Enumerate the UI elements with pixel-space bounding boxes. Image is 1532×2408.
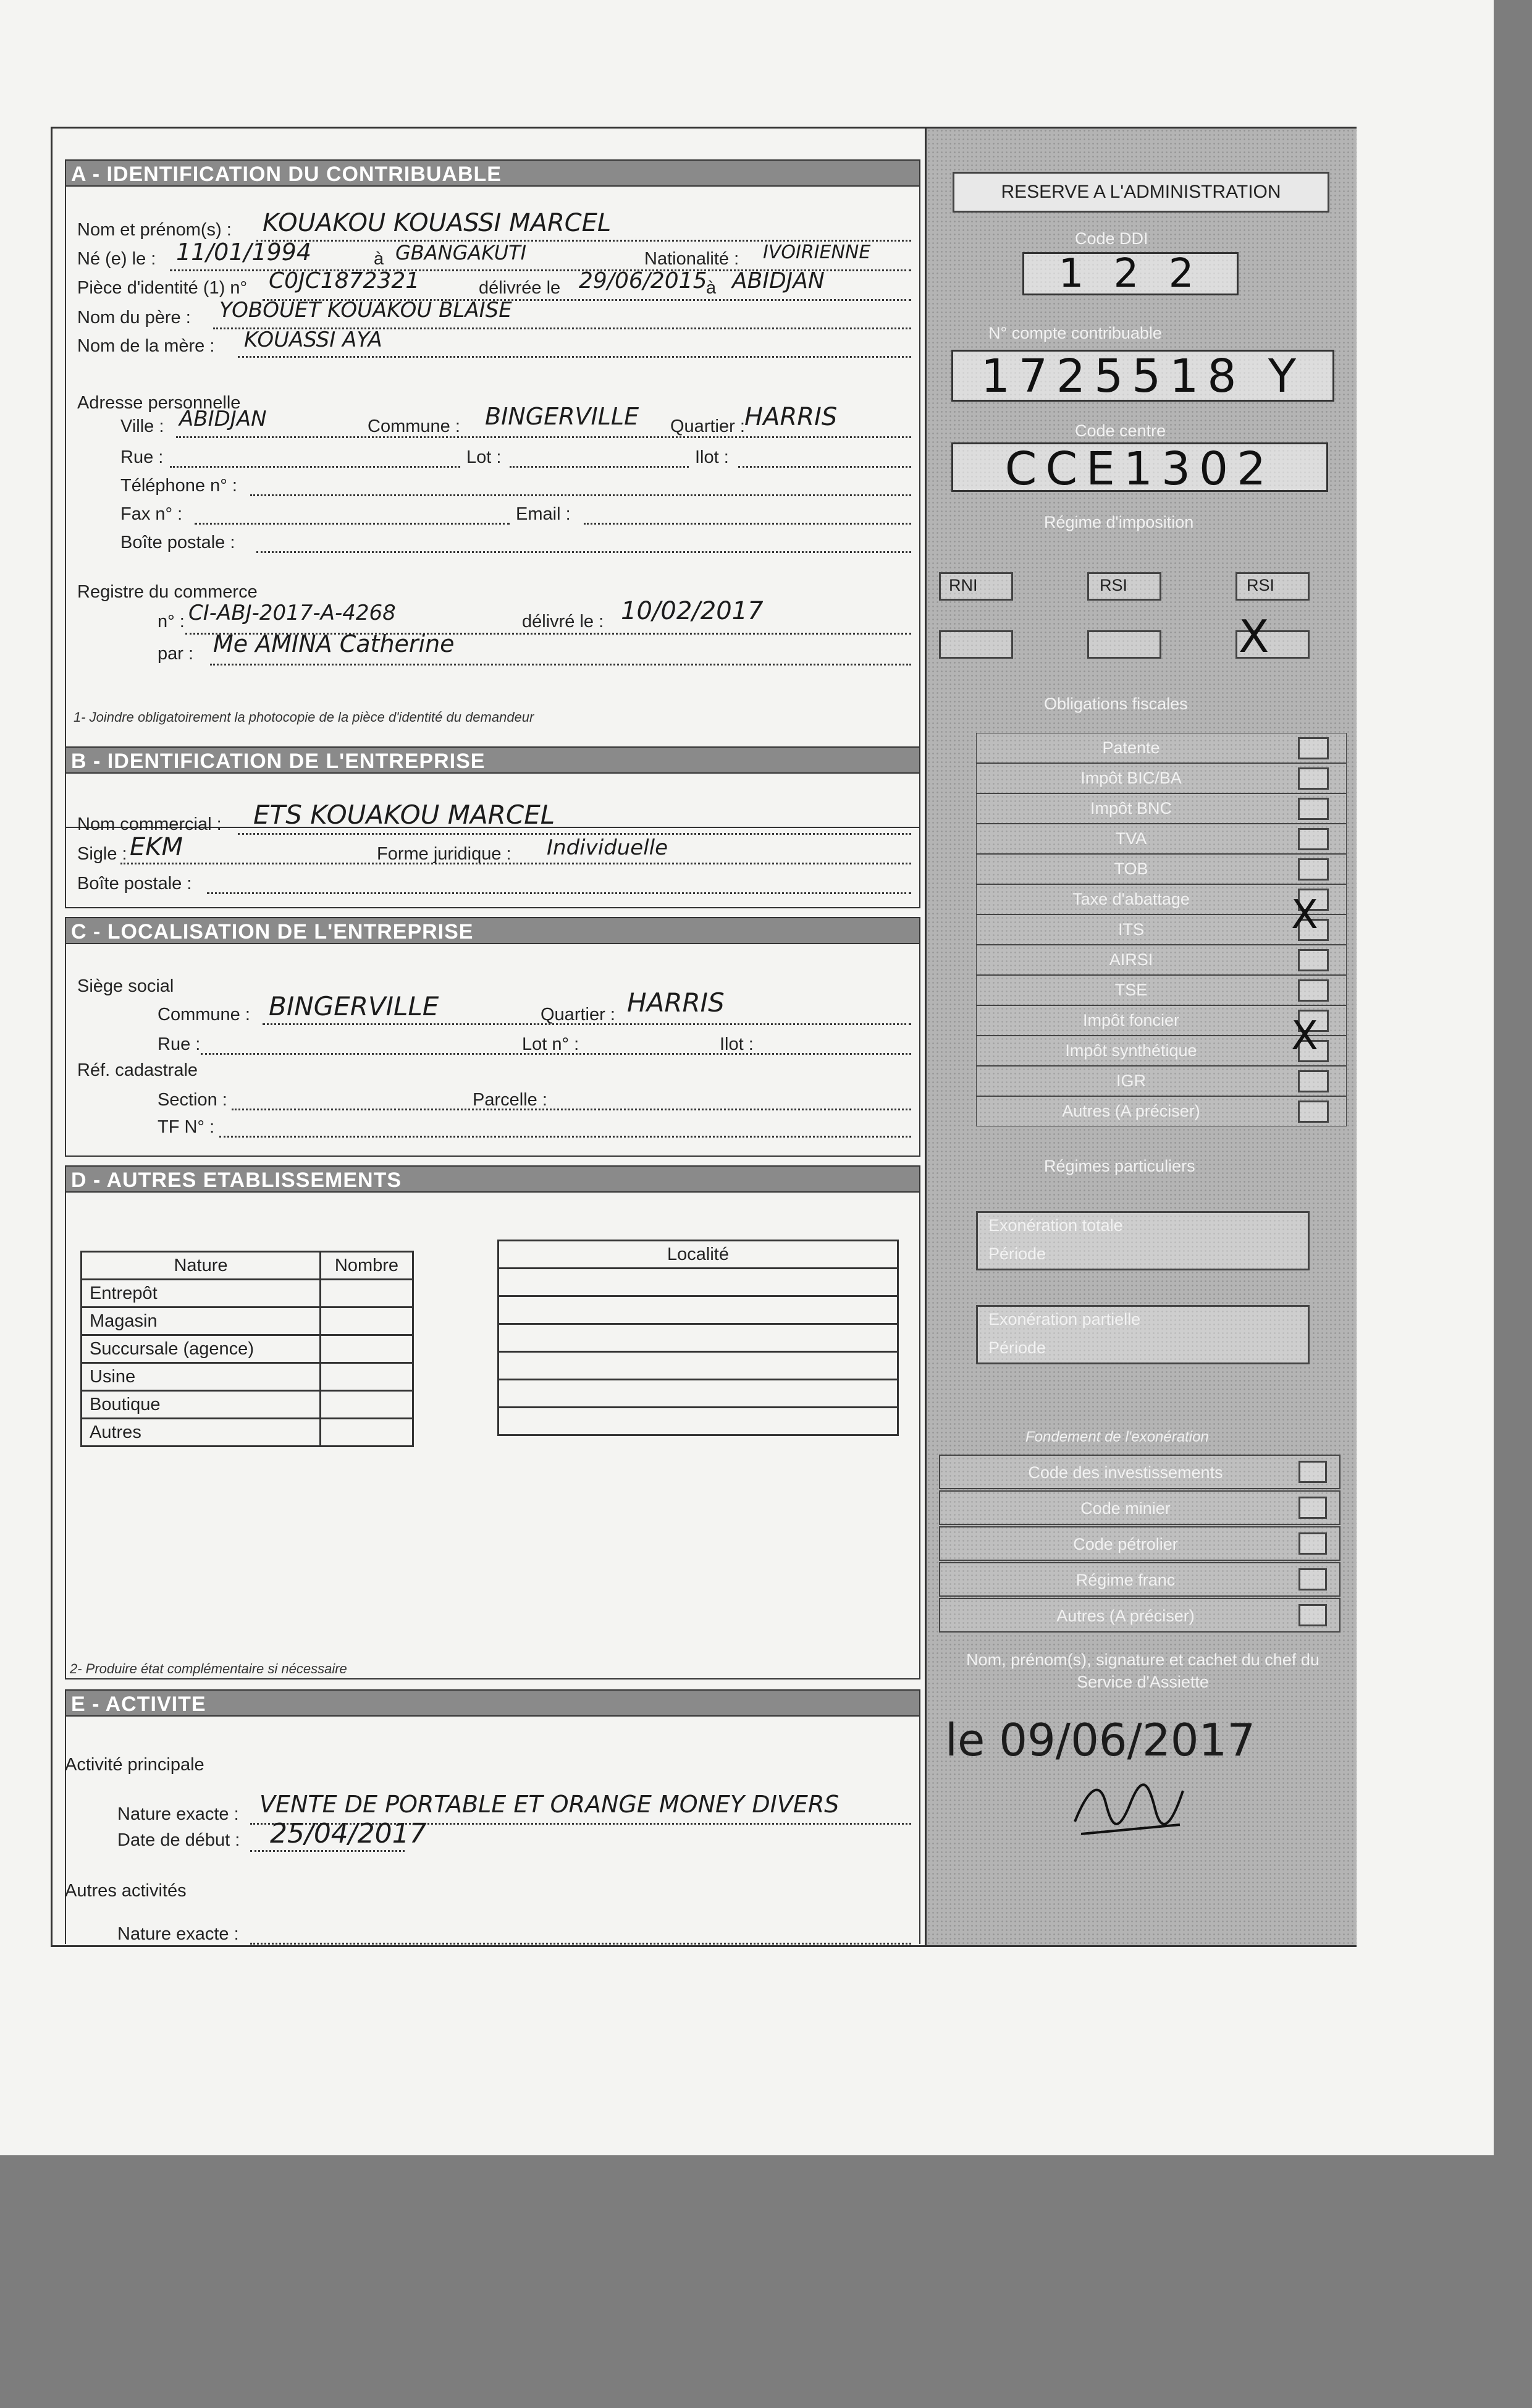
- nombre-cell: [321, 1335, 413, 1363]
- ref-cadastrale-label: Réf. cadastrale: [77, 1060, 198, 1080]
- bp-b-line: [207, 892, 911, 894]
- table-row: [499, 1380, 898, 1408]
- regime-3-label: RSI: [1247, 576, 1275, 594]
- ne-value: 11/01/1994: [176, 239, 312, 266]
- ilot-line: [738, 466, 911, 468]
- compte-value: 1725518 Y: [951, 350, 1334, 402]
- fondement-row: [939, 1455, 1340, 1489]
- nombre-cell: [321, 1419, 413, 1447]
- rue-c-line: [201, 1053, 911, 1055]
- regime-box-4: [939, 630, 1013, 659]
- fax-line: [195, 523, 510, 525]
- fondement-label: Code minier: [1080, 1499, 1171, 1518]
- autres-nature-line: [250, 1943, 911, 1945]
- ne-a-value: GBANGAKUTI: [395, 241, 527, 264]
- centre-value: CCE1302: [951, 442, 1328, 492]
- obligation-label: Autres (A préciser): [1062, 1102, 1200, 1120]
- obligation-label: Impôt BNC: [1090, 799, 1172, 817]
- ilot-label: Ilot :: [695, 447, 729, 467]
- signature-date: le 09/06/2017: [945, 1714, 1256, 1766]
- localite-table: [497, 1240, 899, 1436]
- obligation-row: [976, 793, 1347, 824]
- obligation-row: [976, 763, 1347, 793]
- section-d-note: 2- Produire état complémentaire si nécessaire: [70, 1661, 347, 1676]
- nationalite-label: Nationalité :: [644, 249, 739, 269]
- col-nature: Nature: [82, 1252, 321, 1280]
- delivree-a-label: à: [706, 278, 717, 298]
- obligation-checkbox: [1298, 737, 1329, 759]
- exo-partielle-label: Exonération partielle: [988, 1310, 1141, 1329]
- commune-c-label: Commune :: [158, 1005, 250, 1024]
- siege-label: Siège social: [77, 976, 174, 996]
- section-e-header: E - ACTIVITE: [65, 1689, 920, 1717]
- fondement-row: [939, 1526, 1340, 1561]
- nationalite-value: IVOIRIENNE: [763, 242, 871, 263]
- tfn-line: [219, 1136, 911, 1138]
- section-a-header: A - IDENTIFICATION DU CONTRIBUABLE: [65, 159, 920, 187]
- signature-scribble: [1063, 1766, 1192, 1846]
- localite-cell: [499, 1352, 898, 1380]
- obligation-label: ITS: [1117, 920, 1144, 939]
- obligation-checkbox: [1298, 1100, 1329, 1123]
- nom-value: KOUAKOU KOUASSI MARCEL: [263, 209, 612, 237]
- obligation-label: AIRSI: [1109, 950, 1153, 969]
- debut-line: [250, 1850, 405, 1852]
- rue-c-label: Rue :: [158, 1034, 201, 1054]
- regimes-particuliers-label: Régimes particuliers: [1044, 1157, 1195, 1175]
- section-line: [232, 1109, 911, 1110]
- rc-par-label: par :: [158, 644, 194, 664]
- email-label: Email :: [516, 504, 571, 524]
- debut-value: 25/04/2017: [270, 1818, 427, 1849]
- rc-delivre-value: 10/02/2017: [621, 597, 764, 625]
- mere-value: KOUASSI AYA: [244, 327, 382, 352]
- nombre-cell: [321, 1280, 413, 1308]
- section-a-note: 1- Joindre obligatoirement la photocopie de la pièce d'identité du demandeur: [74, 709, 534, 725]
- section-c-header: C - LOCALISATION DE L'ENTREPRISE: [65, 917, 920, 944]
- commune-c-line: [263, 1023, 911, 1025]
- email-line: [584, 523, 911, 525]
- signature-label: Nom, prénom(s), signature et cachet du chef du Service d'Assiette: [966, 1650, 1319, 1691]
- piece-value: C0JC1872321: [269, 268, 420, 294]
- regime-rsi-label: RSI: [1100, 576, 1128, 594]
- piece-label: Pièce d'identité (1) n°: [77, 278, 248, 298]
- col-nombre: Nombre: [321, 1252, 413, 1280]
- nature-label: Nature exacte :: [117, 1804, 239, 1824]
- localite-cell: [499, 1269, 898, 1296]
- obligation-row: [976, 1096, 1347, 1126]
- commune-c-value: BINGERVILLE: [269, 991, 439, 1021]
- telephone-line: [250, 494, 911, 496]
- row-label: Boutique: [82, 1391, 321, 1419]
- obligation-checkbox: [1298, 828, 1329, 850]
- registration-form: [51, 127, 1357, 1947]
- section-b-box: [65, 772, 920, 908]
- etablissements-table: [80, 1251, 414, 1447]
- quartier-value: HARRIS: [744, 403, 838, 431]
- ville-line: [176, 436, 911, 438]
- obligation-label: TOB: [1114, 860, 1148, 878]
- obligation-checkbox: [1298, 858, 1329, 881]
- pere-label: Nom du père :: [77, 308, 191, 327]
- section-d-header: D - AUTRES ETABLISSEMENTS: [65, 1165, 920, 1193]
- exo-totale-label: Exonération totale: [988, 1216, 1123, 1235]
- compte-label: N° compte contribuable: [988, 324, 1162, 342]
- fondement-checkbox: [1298, 1532, 1327, 1555]
- telephone-label: Téléphone n° :: [120, 476, 237, 496]
- fondement-checkbox: [1298, 1604, 1327, 1626]
- table-row: [499, 1324, 898, 1352]
- obligation-label: Patente: [1102, 738, 1160, 757]
- ilot-c-label: Ilot :: [720, 1034, 754, 1054]
- ville-value: ABIDJAN: [179, 407, 267, 431]
- sigle-line: [120, 863, 911, 864]
- table-row: [499, 1352, 898, 1380]
- lot-line: [510, 466, 689, 468]
- code-ddi-value: 1 2 2: [1022, 252, 1239, 295]
- rc-delivre-label: délivré le :: [522, 612, 604, 632]
- commune-label: Commune :: [368, 416, 460, 436]
- table-row: [82, 1363, 413, 1391]
- obligation-label: Impôt synthétique: [1065, 1041, 1197, 1060]
- registre-label: Registre du commerce: [77, 582, 258, 602]
- admin-column: [925, 129, 1357, 1945]
- tfn-label: TF N° :: [158, 1117, 215, 1137]
- fondement-label: Code des investissements: [1028, 1463, 1223, 1482]
- nom-commercial-label: Nom commercial :: [77, 814, 222, 834]
- forme-value: Individuelle: [547, 835, 668, 860]
- exo-partielle-periode: Période: [988, 1338, 1046, 1357]
- sigle-label: Sigle :: [77, 844, 127, 864]
- delivree-value: 29/06/2015: [579, 268, 707, 294]
- quartier-c-value: HARRIS: [627, 987, 725, 1018]
- table-row: [499, 1269, 898, 1296]
- autres-activites-label: Autres activités: [65, 1881, 187, 1901]
- localite-cell: [499, 1324, 898, 1352]
- localite-cell: [499, 1408, 898, 1435]
- obligation-label: Impôt BIC/BA: [1080, 769, 1182, 787]
- obligation-checkbox: [1298, 949, 1329, 971]
- fondement-label: Code pétrolier: [1073, 1535, 1178, 1553]
- sigle-value: EKM: [130, 833, 183, 861]
- nombre-cell: [321, 1308, 413, 1335]
- nom-commercial-value: ETS KOUAKOU MARCEL: [253, 800, 555, 830]
- ne-label: Né (e) le :: [77, 249, 156, 269]
- fondement-label: Régime franc: [1075, 1571, 1176, 1589]
- col-localite: Localité: [499, 1241, 898, 1269]
- localite-cell: [499, 1296, 898, 1324]
- bp-label: Boîte postale :: [120, 533, 235, 552]
- table-row: [82, 1308, 413, 1335]
- rc-no-value: CI-ABJ-2017-A-4268: [188, 601, 396, 625]
- autres-nature-label: Nature exacte :: [117, 1924, 239, 1944]
- fax-label: Fax n° :: [120, 504, 183, 524]
- its-check-mark: X: [1291, 892, 1318, 938]
- obligation-label: TSE: [1114, 981, 1148, 999]
- delivree-a-value: ABIDJAN: [732, 268, 825, 294]
- activite-principale-label: Activité principale: [65, 1755, 204, 1775]
- fondement-checkbox: [1298, 1461, 1327, 1483]
- rc-par-line: [210, 664, 911, 665]
- ville-label: Ville :: [120, 416, 164, 436]
- row-label: Autres: [82, 1419, 321, 1447]
- fondement-checkbox: [1298, 1568, 1327, 1591]
- obligation-row: [976, 1066, 1347, 1096]
- obligation-row: [976, 824, 1347, 854]
- nom-commercial-line: [238, 833, 911, 835]
- centre-label: Code centre: [1075, 421, 1166, 440]
- fondement-row: [939, 1562, 1340, 1597]
- commune-value: BINGERVILLE: [485, 403, 639, 430]
- table-row: [82, 1391, 413, 1419]
- pere-value: YOBOUET KOUAKOU BLAISE: [219, 298, 512, 323]
- mere-line: [238, 356, 911, 358]
- row-label: Usine: [82, 1363, 321, 1391]
- obligation-checkbox: [1298, 767, 1329, 790]
- lot-c-label: Lot n° :: [522, 1034, 579, 1054]
- rc-no-label: n° :: [158, 612, 185, 632]
- impot-synthetique-check-mark: X: [1291, 1013, 1318, 1059]
- obligations-label: Obligations fiscales: [1044, 695, 1188, 713]
- bp-line: [256, 551, 911, 553]
- obligation-label: Impôt foncier: [1082, 1011, 1180, 1029]
- regime-check-mark: X: [1239, 610, 1269, 662]
- row-label: Entrepôt: [82, 1280, 321, 1308]
- rue-line: [170, 466, 460, 468]
- localite-cell: [499, 1380, 898, 1408]
- table-row: [499, 1408, 898, 1435]
- code-ddi-label: Code DDI: [1075, 229, 1148, 248]
- exo-totale-periode: Période: [988, 1244, 1046, 1263]
- section-e-box: [65, 1715, 920, 1944]
- obligation-label: TVA: [1115, 829, 1147, 848]
- regime-rni-label: RNI: [949, 576, 978, 594]
- fondement-label: Autres (A préciser): [1056, 1607, 1195, 1625]
- table-row: [82, 1335, 413, 1363]
- obligation-row: [976, 854, 1347, 884]
- obligation-checkbox: [1298, 798, 1329, 820]
- obligation-label: Taxe d'abattage: [1072, 890, 1190, 908]
- lot-label: Lot :: [466, 447, 502, 467]
- quartier-c-label: Quartier :: [541, 1005, 615, 1024]
- mere-label: Nom de la mère :: [77, 336, 215, 356]
- table-row: [82, 1419, 413, 1447]
- obligation-label: IGR: [1116, 1071, 1146, 1090]
- fondement-checkbox: [1298, 1497, 1327, 1519]
- section-b-header: B - IDENTIFICATION DE L'ENTREPRISE: [65, 746, 920, 774]
- table-row: [499, 1296, 898, 1324]
- fondement-row: [939, 1490, 1340, 1525]
- debut-label: Date de début :: [117, 1830, 240, 1850]
- obligation-row: [976, 975, 1347, 1005]
- section-label: Section :: [158, 1090, 227, 1110]
- fondement-label: Fondement de l'exonération: [1025, 1429, 1209, 1445]
- form-left-column: [53, 129, 924, 1945]
- nom-label: Nom et prénom(s) :: [77, 220, 232, 240]
- obligation-row: [976, 945, 1347, 975]
- fondement-row: [939, 1598, 1340, 1633]
- nature-value: VENTE DE PORTABLE ET ORANGE MONEY DIVERS: [259, 1791, 840, 1818]
- bp-b-label: Boîte postale :: [77, 874, 192, 893]
- ne-a-label: à: [374, 249, 384, 269]
- adresse-label: Adresse personnelle: [77, 393, 241, 413]
- rc-par-value: Me AMINA Catherine: [213, 630, 455, 657]
- obligation-checkbox: [1298, 979, 1329, 1002]
- row-label: Magasin: [82, 1308, 321, 1335]
- nombre-cell: [321, 1363, 413, 1391]
- obligation-row: [976, 733, 1347, 763]
- rue-label: Rue :: [120, 447, 164, 467]
- regime-label: Régime d'imposition: [1044, 513, 1194, 531]
- quartier-label: Quartier :: [670, 416, 745, 436]
- obligation-checkbox: [1298, 1070, 1329, 1092]
- parcelle-label: Parcelle :: [473, 1090, 547, 1110]
- regime-box-5: [1087, 630, 1161, 659]
- nombre-cell: [321, 1391, 413, 1419]
- delivree-label: délivrée le: [479, 278, 561, 298]
- row-label: Succursale (agence): [82, 1335, 321, 1363]
- admin-header: RESERVE A L'ADMINISTRATION: [953, 172, 1329, 213]
- forme-label: Forme juridique :: [377, 844, 511, 864]
- table-row: [82, 1280, 413, 1308]
